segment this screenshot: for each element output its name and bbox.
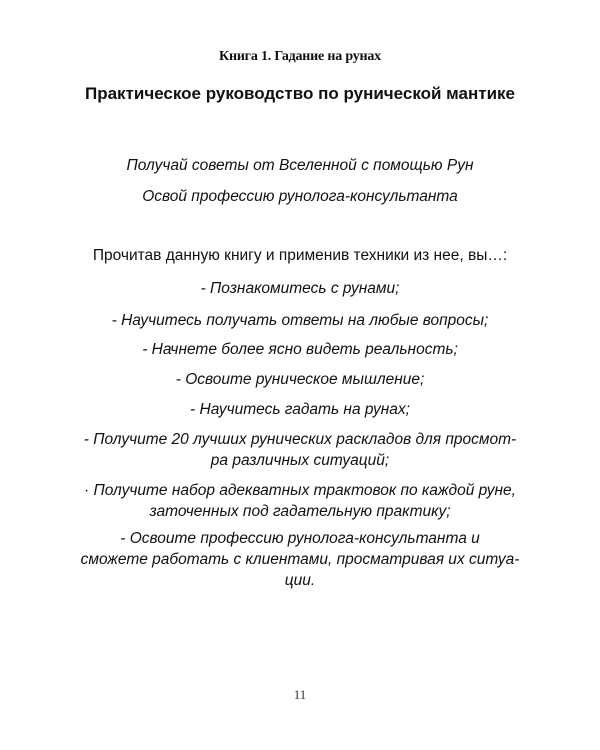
- benefit-line: - Научитесь получать ответы на любые вопросы;: [111, 312, 489, 329]
- benefit-item: [0, 310, 600, 331]
- benefit-line: - Получите 20 лучших рунических раскладов для просмот-: [83, 431, 517, 448]
- benefit-item: [0, 278, 600, 299]
- benefit-item: [0, 399, 600, 420]
- benefit-line: заточенных под гадательную практику;: [149, 503, 451, 520]
- benefit-line: - Освоите руническое мышление;: [175, 371, 425, 388]
- subtitle-line: Получай советы от Вселенной с помощью Рун: [126, 157, 474, 174]
- page-title: Практическое руководство по рунической мантике: [84, 84, 515, 103]
- benefit-line: - Начнете более ясно видеть реальность;: [142, 341, 458, 358]
- benefit-item: [0, 480, 600, 522]
- page-number: 11: [293, 687, 307, 702]
- benefit-item: [0, 339, 600, 360]
- intro-text: Прочитав данную книгу и применив техники из нее, вы…:: [92, 247, 508, 264]
- benefit-line: сможете работать с клиентами, просматривая их ситуа-: [80, 551, 520, 568]
- benefit-line: · Получите набор адекватных трактовок по каждой руне,: [84, 482, 516, 499]
- benefit-item: [0, 528, 600, 591]
- benefit-line: - Освоите профессию рунолога-консультанта и: [120, 530, 480, 547]
- benefit-line: - Научитесь гадать на рунах;: [190, 401, 410, 418]
- benefit-line: - Познакомитесь с рунами;: [200, 280, 400, 297]
- book-title: Книга 1. Гадание на рунах: [219, 49, 381, 64]
- benefit-item: [0, 369, 600, 390]
- subtitle-line: Освой профессию рунолога-консультанта: [142, 188, 458, 205]
- benefit-line: ции.: [284, 572, 316, 589]
- benefit-item: [0, 429, 600, 471]
- benefit-line: ра различных ситуаций;: [210, 452, 390, 469]
